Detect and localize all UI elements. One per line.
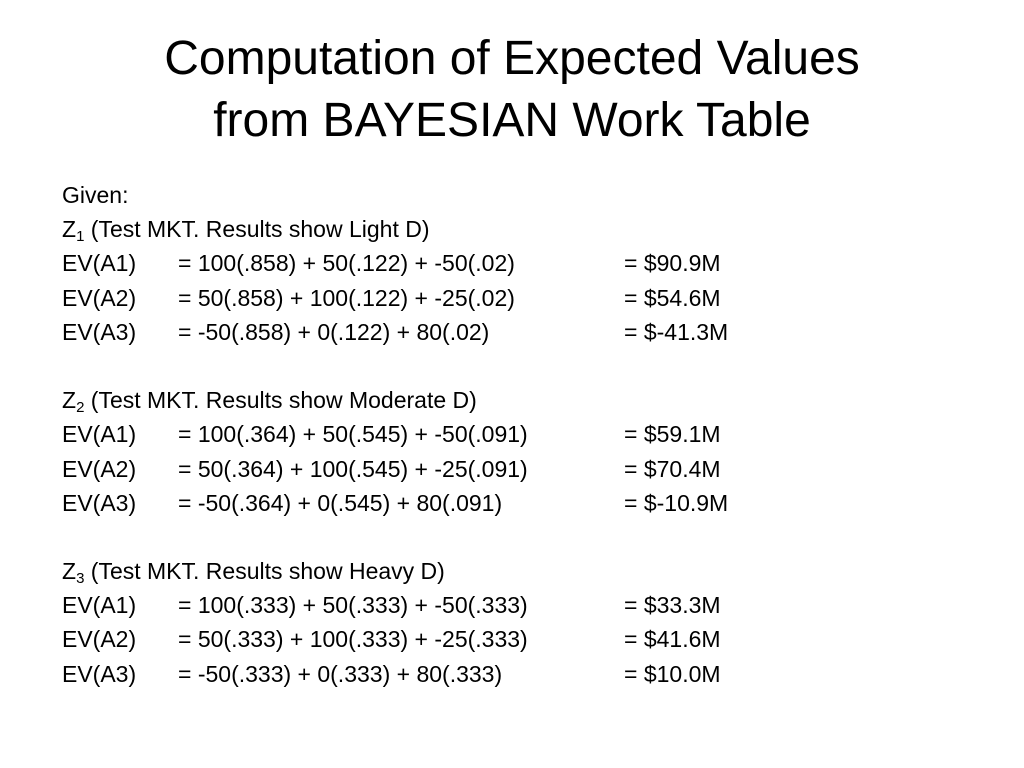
ev-label: EV(A2) <box>62 284 137 311</box>
ev-label: EV(A3) <box>62 318 137 345</box>
z-heading-2 <box>62 383 962 417</box>
ev-label: EV(A2) <box>62 626 137 653</box>
ev-formula: = 100(.858) + 50(.122) + -50(.02) <box>178 250 515 277</box>
ev-result: = $54.6M <box>624 284 721 311</box>
z-letter: Z <box>62 558 77 585</box>
ev-row <box>62 622 962 656</box>
ev-label: EV(A1) <box>62 250 137 277</box>
ev-formula: = 100(.364) + 50(.545) + -50(.091) <box>178 421 528 448</box>
ev-result: = $41.6M <box>624 626 721 653</box>
z-description: (Test MKT. Results show Heavy D) <box>90 558 445 585</box>
ev-formula: = 50(.333) + 100(.333) + -25(.333) <box>178 626 528 653</box>
given-label: Given: <box>62 182 129 208</box>
ev-formula: = -50(.333) + 0(.333) + 80(.333) <box>178 660 503 687</box>
slide-title <box>0 28 1024 152</box>
slide-title-line-2: from BAYESIAN Work Table <box>213 94 811 147</box>
z-heading-3 <box>62 554 962 588</box>
ev-label: EV(A1) <box>62 592 137 619</box>
z-subscript: 3 <box>76 570 85 588</box>
ev-result: = $10.0M <box>624 660 721 687</box>
z-subscript: 1 <box>76 228 85 246</box>
spacer <box>62 520 962 554</box>
ev-row <box>62 657 962 691</box>
ev-formula: = -50(.858) + 0(.122) + 80(.02) <box>178 318 490 345</box>
ev-row <box>62 452 962 486</box>
ev-result: = $-10.9M <box>624 489 729 516</box>
ev-row <box>62 417 962 451</box>
z-heading-1 <box>62 212 962 246</box>
ev-result: = $33.3M <box>624 592 721 619</box>
ev-result: = $90.9M <box>624 250 721 277</box>
z-description: (Test MKT. Results show Light D) <box>90 216 430 243</box>
ev-result: = $-41.3M <box>624 318 729 345</box>
ev-row <box>62 486 962 520</box>
ev-label: EV(A2) <box>62 455 137 482</box>
ev-result: = $59.1M <box>624 421 721 448</box>
ev-row <box>62 315 962 349</box>
slide-body <box>62 178 962 691</box>
ev-row <box>62 246 962 280</box>
ev-result: = $70.4M <box>624 455 721 482</box>
ev-formula: = 50(.364) + 100(.545) + -25(.091) <box>178 455 528 482</box>
spacer <box>62 349 962 383</box>
ev-row <box>62 588 962 622</box>
z-subscript: 2 <box>76 399 85 417</box>
slide-title-line-1: Computation of Expected Values <box>164 32 860 85</box>
ev-formula: = 100(.333) + 50(.333) + -50(.333) <box>178 592 528 619</box>
ev-label: EV(A1) <box>62 421 137 448</box>
ev-label: EV(A3) <box>62 660 137 687</box>
ev-formula: = 50(.858) + 100(.122) + -25(.02) <box>178 284 515 311</box>
z-letter: Z <box>62 216 77 243</box>
ev-label: EV(A3) <box>62 489 137 516</box>
ev-formula: = -50(.364) + 0(.545) + 80(.091) <box>178 489 503 516</box>
z-description: (Test MKT. Results show Moderate D) <box>90 387 477 414</box>
z-letter: Z <box>62 387 77 414</box>
ev-row <box>62 281 962 315</box>
